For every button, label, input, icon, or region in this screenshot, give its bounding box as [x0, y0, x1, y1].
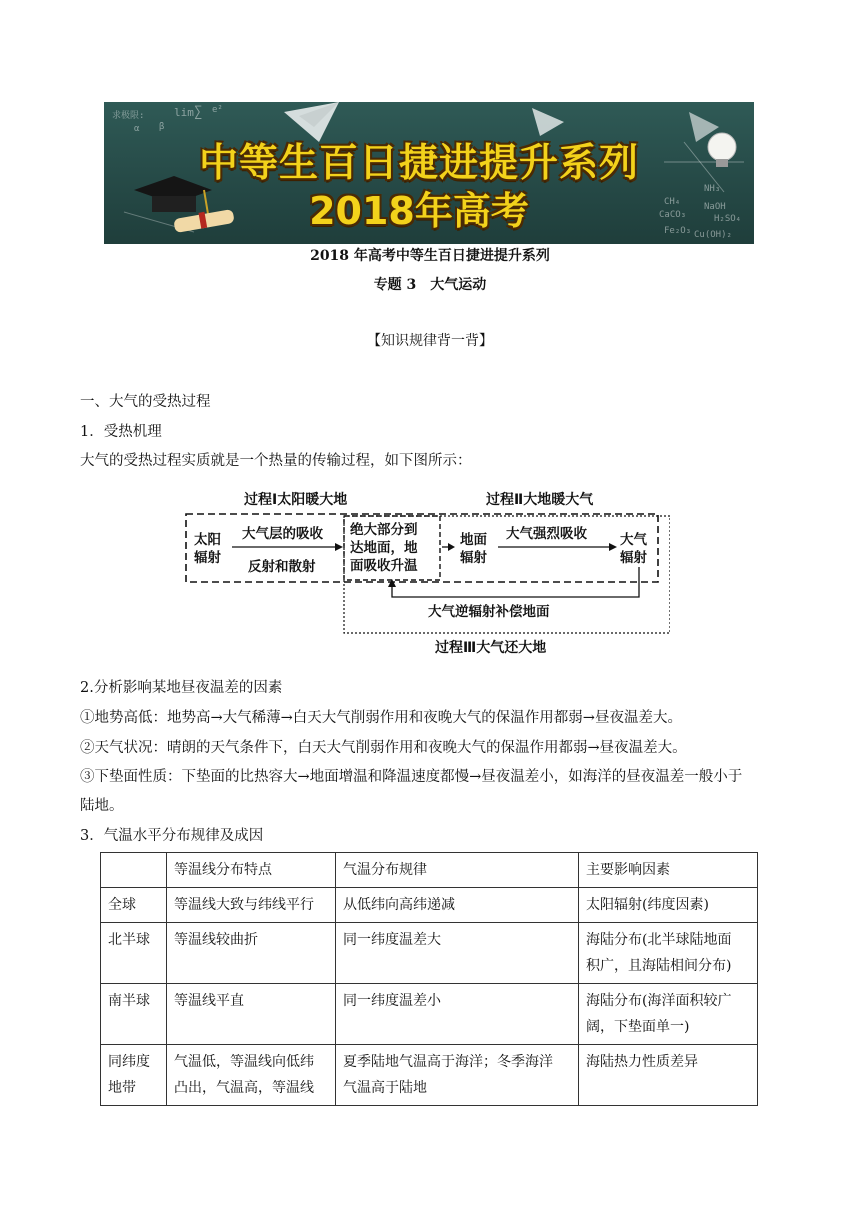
table-row: [101, 984, 758, 1045]
banner-decor-text: H₂SO₄: [714, 214, 742, 224]
table-cell: 等温线较曲折: [167, 923, 336, 984]
banner-decor-text: β: [159, 122, 165, 132]
banner-decor-text: Fe₂O₃: [664, 226, 692, 236]
ground-radiation-node: 地面 辐射: [460, 532, 487, 566]
banner-decor-text: NH₃: [704, 184, 721, 194]
ground-absorb-node: 绝大部分到 达地面，地 面吸收升温: [350, 522, 418, 574]
table-cell: 从低纬向高纬递减: [336, 888, 579, 923]
temperature-distribution-table: [100, 852, 758, 1106]
heading-3: 3．气温水平分布规律及成因: [80, 828, 264, 844]
arrow-right-icon: [335, 543, 343, 551]
table-cell: 太阳辐射(纬度因素): [579, 888, 758, 923]
table-cell: 同一纬度温差大: [336, 923, 579, 984]
table-cell: 同纬度 地带: [101, 1045, 167, 1106]
table-header-cell: 等温线分布特点: [167, 853, 336, 888]
banner-title-line2: 2018年高考: [309, 189, 529, 233]
factor-item-1: ①地势高低：地势高→大气稀薄→白天大气削弱作用和夜晚大气的保温作用都弱→昼夜温差大。: [80, 710, 682, 726]
factor-item-3: ③下垫面性质：下垫面的比热容大→地面增温和降温速度都慢→昼夜温差小，如海洋的昼夜温差一般小于: [80, 769, 743, 785]
header-banner: [104, 102, 754, 244]
banner-decor-text: α: [134, 124, 140, 134]
banner-decor-text: Cu(OH)₂: [694, 230, 732, 240]
arrow-right-icon: [609, 543, 617, 551]
topic-title: 专题 3 大气运动: [373, 277, 487, 293]
table-cell: 气温低，等温线向低纬 凸出，气温高，等温线: [167, 1045, 336, 1106]
table-row: [101, 888, 758, 923]
table-header-cell: 气温分布规律: [336, 853, 579, 888]
heading-2: 2.分析影响某地昼夜温差的因素: [80, 680, 283, 696]
table-header-row: [101, 853, 758, 888]
factor-item-3-cont: 陆地。: [80, 798, 124, 814]
counter-radiation-label: 大气逆辐射补偿地面: [428, 604, 550, 620]
table-header-cell: [101, 853, 167, 888]
factor-item-2: ②天气状况：晴朗的天气条件下，白天大气削弱作用和夜晚大气的保温作用都弱→昼夜温差大。: [80, 740, 687, 756]
process-1-label: 过程Ⅰ太阳暖大地: [244, 492, 348, 508]
banner-title-line1: 中等生百日捷进提升系列: [198, 141, 639, 186]
table-cell: 海陆分布(海洋面积较广 阔，下垫面单一): [579, 984, 758, 1045]
arrow-right-icon: [448, 543, 455, 551]
heating-process-diagram: [180, 485, 670, 660]
heading-1-1: 1．受热机理: [80, 424, 162, 440]
table-header-cell: 主要影响因素: [579, 853, 758, 888]
section-title: 【知识规律背一背】: [367, 333, 493, 349]
table-row: [101, 1045, 758, 1106]
banner-decor-text: lim: [174, 106, 194, 119]
table-cell: 南半球: [101, 984, 167, 1045]
banner-decor-text: CH₄: [664, 197, 681, 207]
banner-decor-text: NaOH: [704, 202, 726, 212]
table-cell: 等温线大致与纬线平行: [167, 888, 336, 923]
process-2-label: 过程Ⅱ大地暖大气: [486, 492, 594, 508]
table-cell: 北半球: [101, 923, 167, 984]
banner-decor-text: ∑: [194, 104, 203, 120]
table-row: [101, 923, 758, 984]
process-3-label: 过程Ⅲ大气还大地: [435, 640, 547, 656]
heading-1: 一、大气的受热过程: [80, 394, 211, 410]
banner-decor-text: CaCO₃: [659, 210, 687, 220]
table-cell: 等温线平直: [167, 984, 336, 1045]
table-cell: 同一纬度温差小: [336, 984, 579, 1045]
table-cell: 海陆热力性质差异: [579, 1045, 758, 1106]
strong-absorb-label: 大气强烈吸收: [506, 526, 587, 542]
paragraph-intro: 大气的受热过程实质就是一个热量的传输过程，如下图所示：: [80, 453, 472, 469]
atmospheric-radiation-node: 大气 辐射: [620, 532, 647, 566]
table-cell: 全球: [101, 888, 167, 923]
table-cell: 海陆分布(北半球陆地面 积广，且海陆相间分布): [579, 923, 758, 984]
banner-decor-text: e²: [212, 105, 223, 115]
absorb-label: 大气层的吸收: [242, 526, 323, 542]
banner-decor-text: 求极限:: [112, 111, 145, 121]
table-cell: 夏季陆地气温高于海洋；冬季海洋 气温高于陆地: [336, 1045, 579, 1106]
solar-radiation-node: 太阳 辐射: [194, 532, 221, 566]
series-title: 2018 年高考中等生百日捷进提升系列: [310, 248, 550, 264]
reflect-label: 反射和散射: [248, 559, 316, 575]
